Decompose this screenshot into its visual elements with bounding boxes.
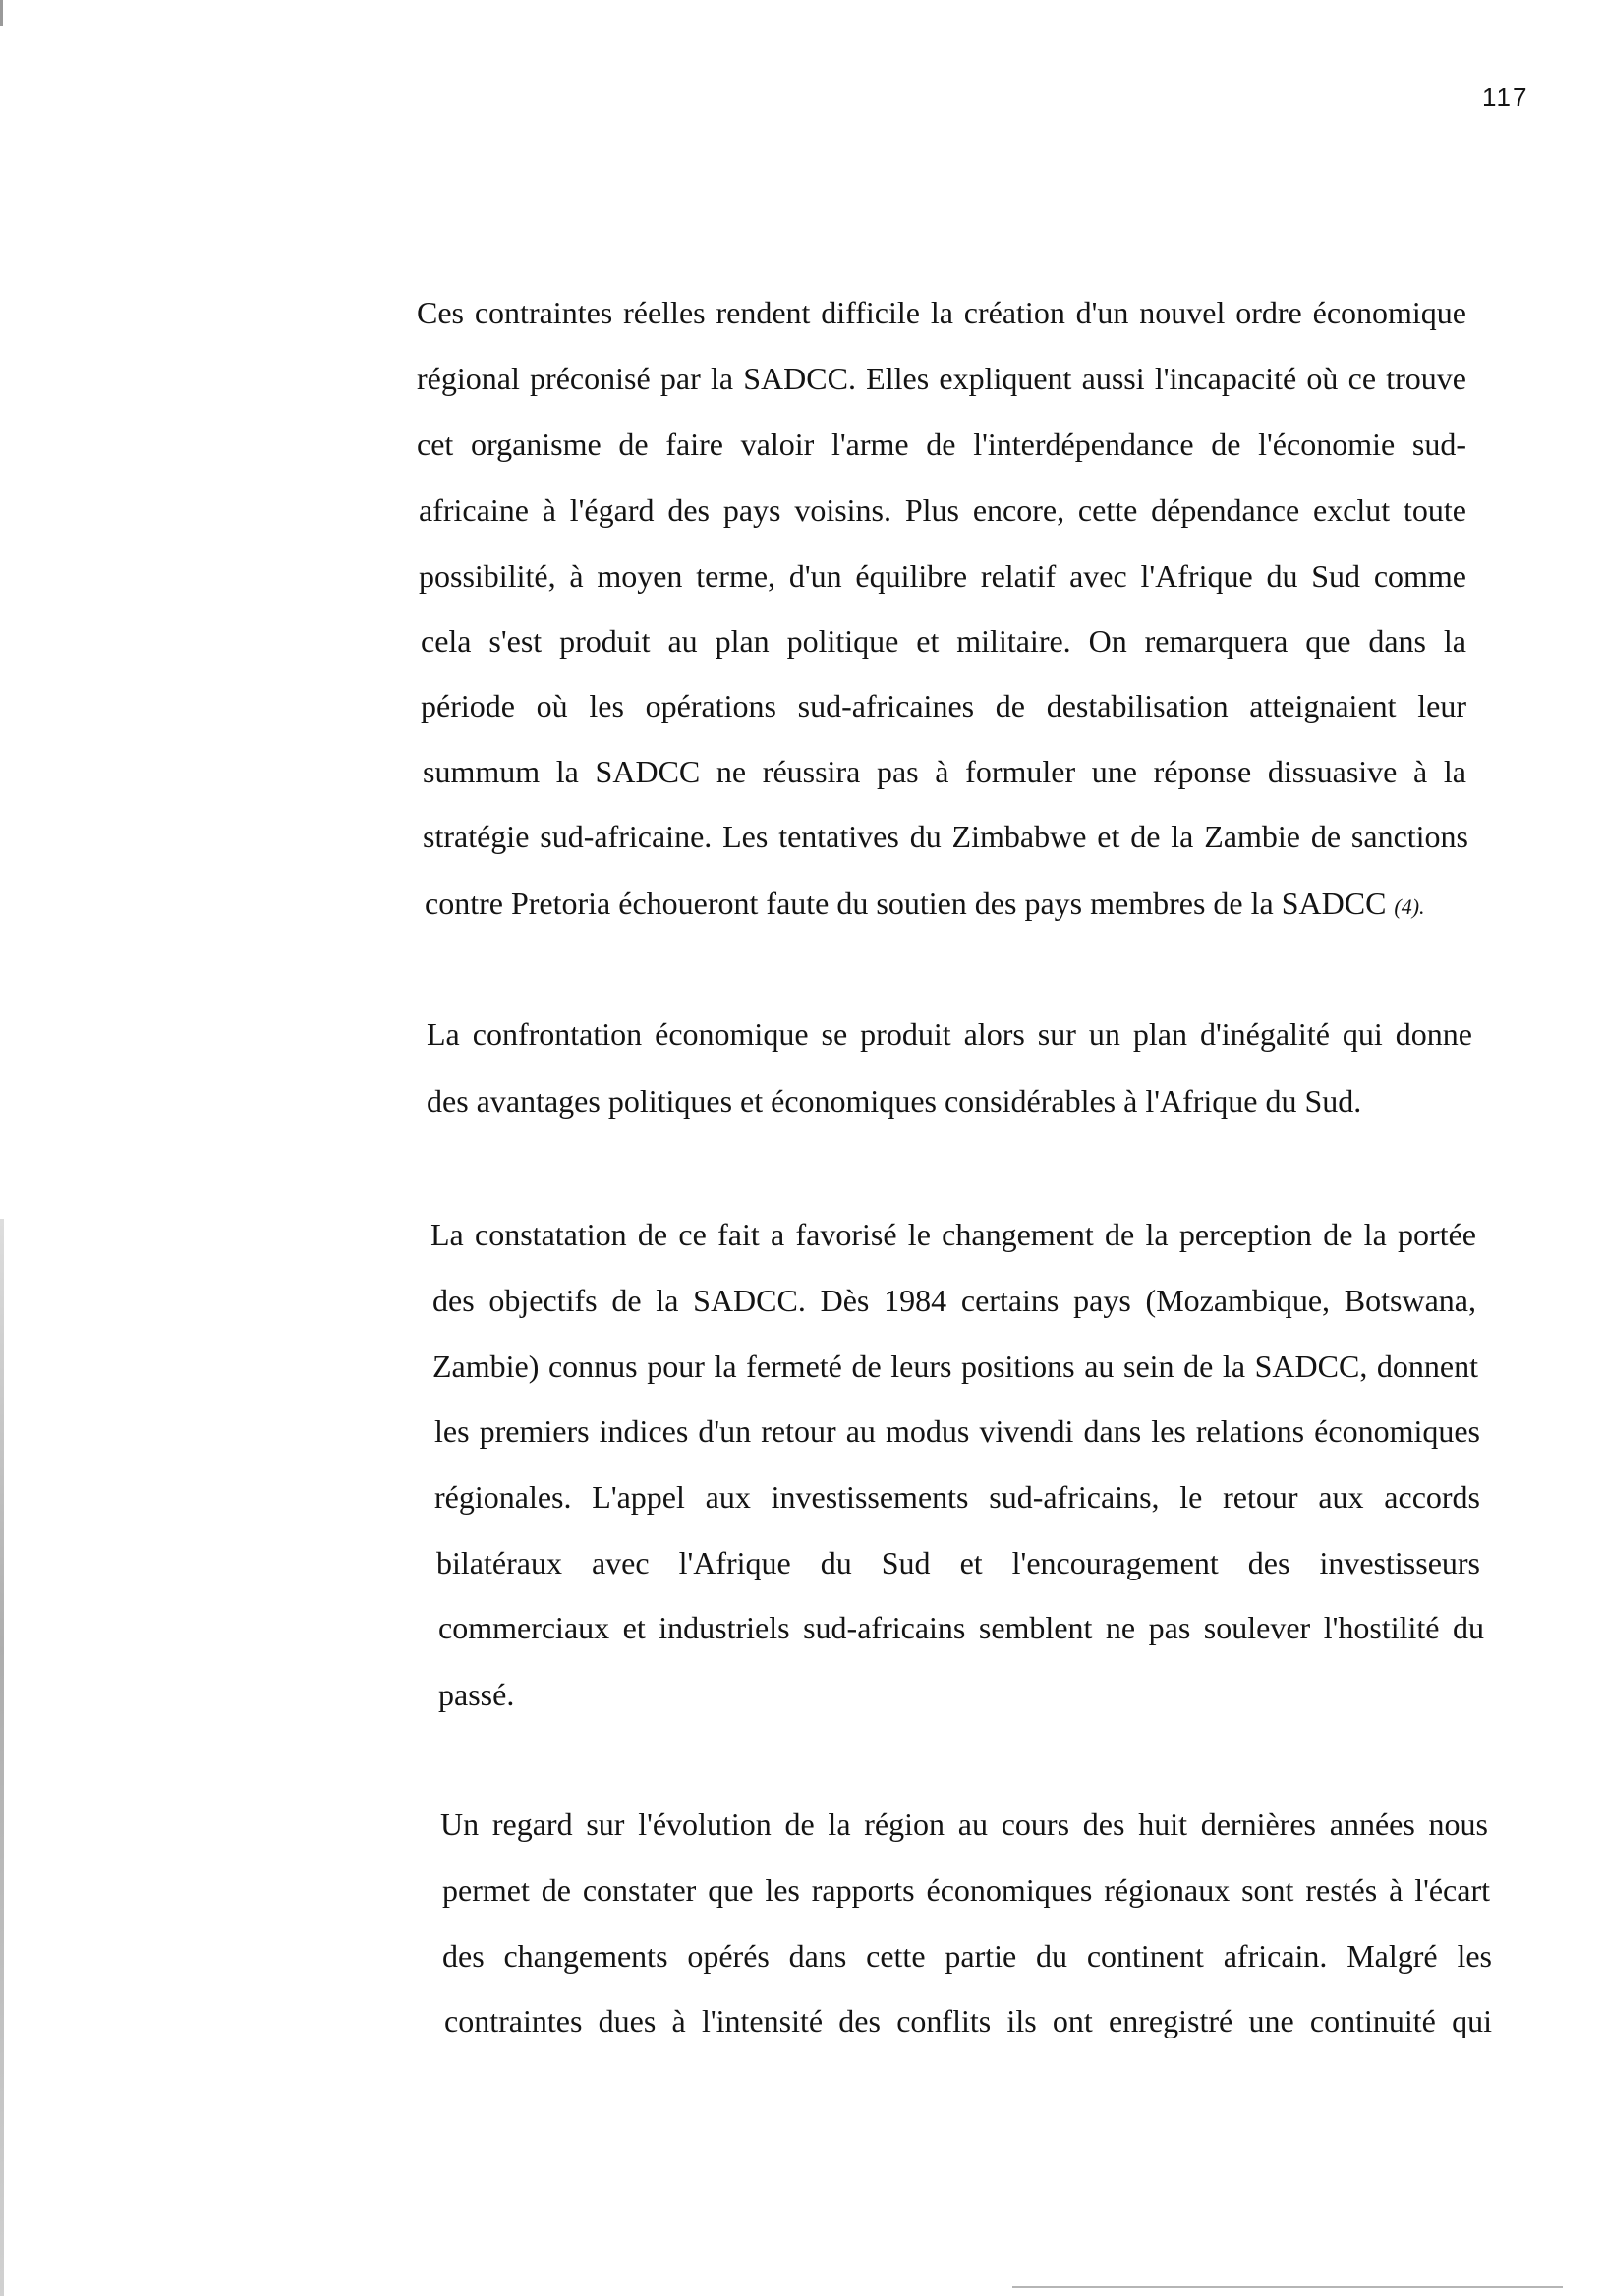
text-line: période où les opérations sud-africaines de destabilisation atteignaient leur (421, 688, 1466, 723)
text-line: permet de constater que les rapports économiques régionaux sont restés à l'écart (442, 1872, 1490, 1908)
text-line: La confrontation économique se produit alors sur un plan d'inégalité qui donne (427, 1016, 1472, 1052)
text-line: cela s'est produit au plan politique et militaire. On remarquera que dans la (421, 623, 1466, 659)
text-line: La constatation de ce fait a favorisé le changement de la perception de la portée (430, 1217, 1476, 1252)
text-line: africaine à l'égard des pays voisins. Plus encore, cette dépendance exclut toute (419, 492, 1466, 528)
text-line: Un regard sur l'évolution de la région au cours des huit dernières années nous (440, 1807, 1488, 1842)
text-line: Ces contraintes réelles rendent difficile la création d'un nouvel ordre économique (417, 295, 1466, 330)
text-line: régional préconisé par la SADCC. Elles expliquent aussi l'incapacité où ce trouve (417, 361, 1466, 396)
text-line-last (425, 884, 1466, 923)
text-line: commerciaux et industriels sud-africains semblent ne pas soulever l'hostilité du (438, 1610, 1484, 1645)
footnote-reference: (4). (1394, 894, 1425, 919)
text-line: possibilité, à moyen terme, d'un équilibre relatif avec l'Afrique du Sud comme (419, 558, 1466, 594)
scan-artifact-bottom (1012, 2286, 1563, 2288)
text-line: cet organisme de faire valoir l'arme de l'interdépendance de l'économie sud- (417, 427, 1466, 462)
text-line: passé. (438, 1677, 515, 1712)
text-line: des avantages politiques et économiques considérables à l'Afrique du Sud. (427, 1083, 1362, 1119)
page-number: 117 (1482, 83, 1529, 112)
text-line: des changements opérés dans cette partie du continent africain. Malgré les (442, 1938, 1492, 1974)
text-line: contraintes dues à l'intensité des conflits ils ont enregistré une continuité qui (444, 2003, 1492, 2038)
text-line: summum la SADCC ne réussira pas à formuler une réponse dissuasive à la (423, 754, 1466, 789)
text-line: stratégie sud-africaine. Les tentatives du Zimbabwe et de la Zambie de sanctions (423, 819, 1468, 854)
text-line: les premiers indices d'un retour au modus vivendi dans les relations économiques (434, 1413, 1480, 1449)
scan-artifact-left-edge (0, 1219, 4, 2296)
text-line: régionales. L'appel aux investissements sud-africains, le retour aux accords (434, 1479, 1480, 1515)
scan-artifact-top (0, 0, 3, 26)
text-line: contre Pretoria échoueront faute du soutien des pays membres de la SADCC (425, 886, 1387, 921)
text-line: Zambie) connus pour la fermeté de leurs positions au sein de la SADCC, donnent (432, 1349, 1478, 1384)
text-line: bilatéraux avec l'Afrique du Sud et l'encouragement des investisseurs (436, 1545, 1480, 1580)
text-line: des objectifs de la SADCC. Dès 1984 certains pays (Mozambique, Botswana, (432, 1283, 1476, 1318)
